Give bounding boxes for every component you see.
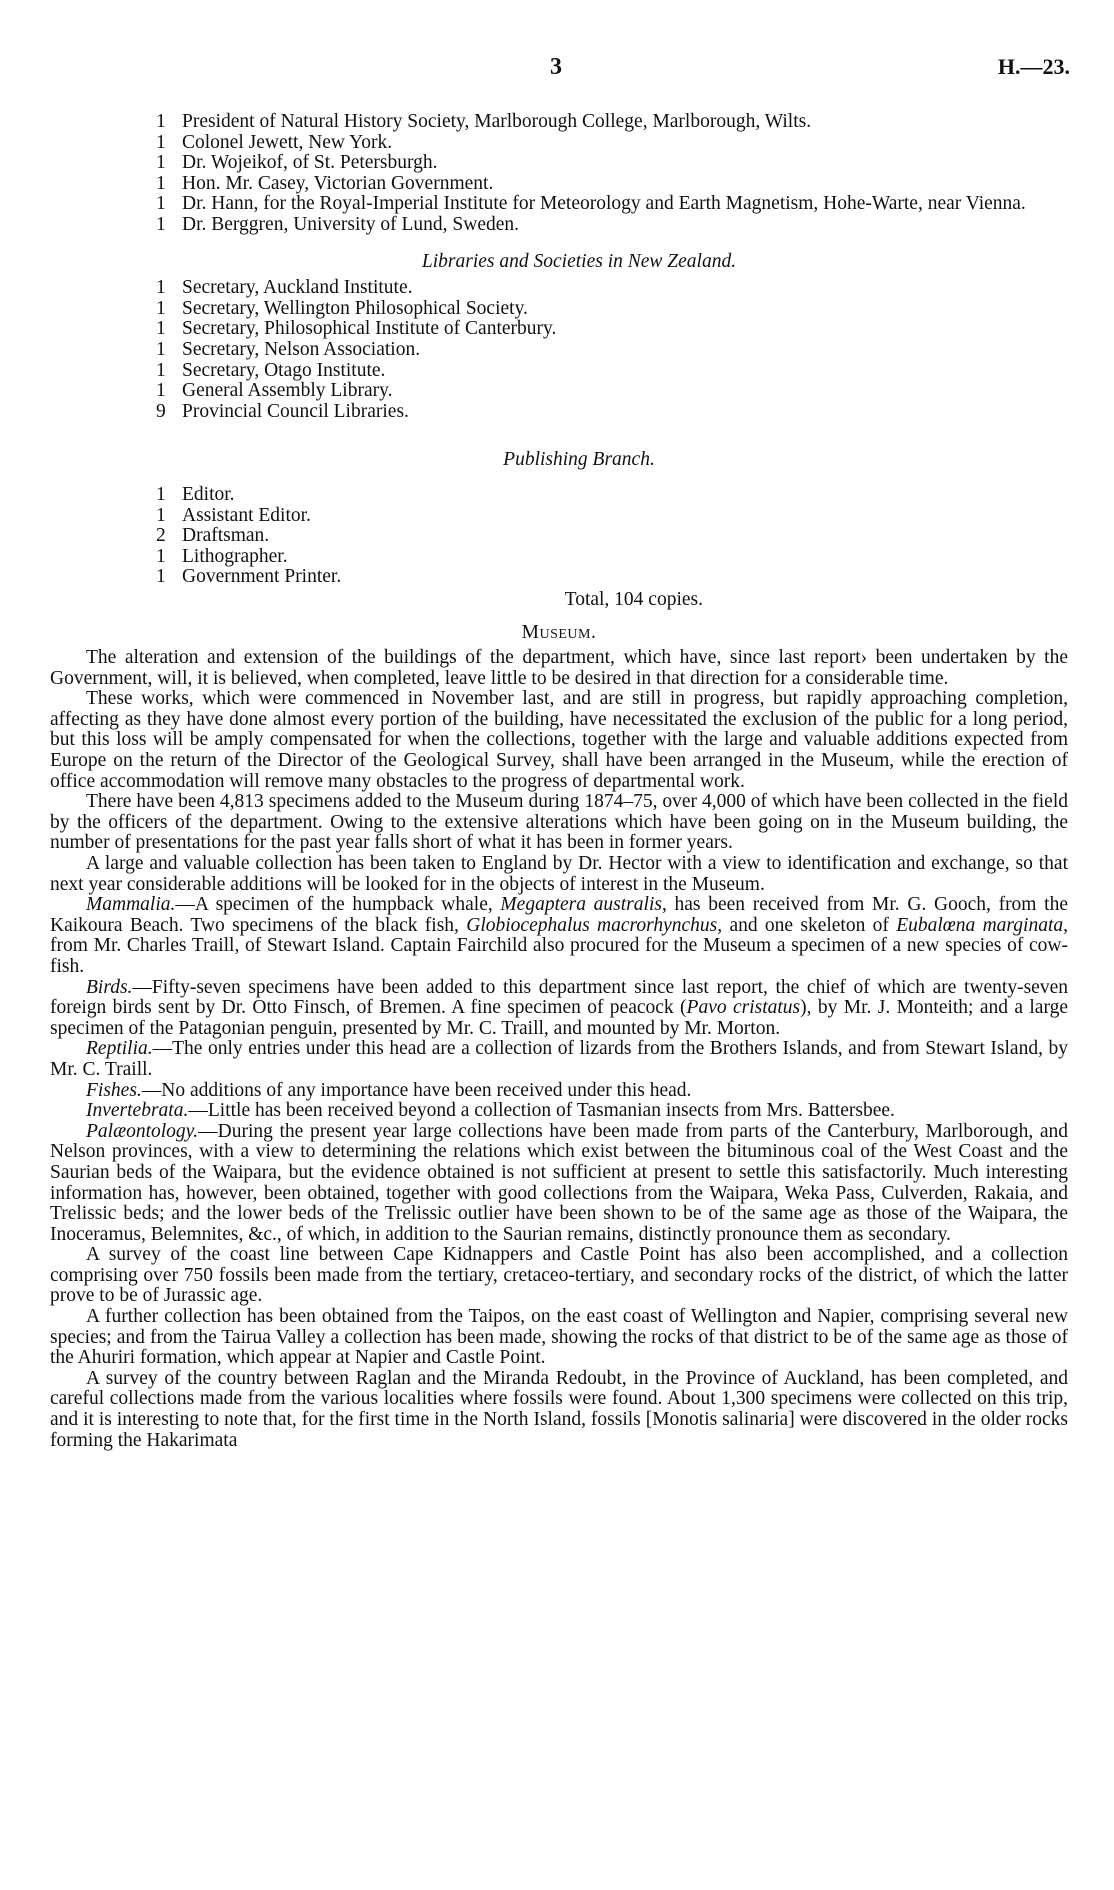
birds-paragraph	[50, 978, 1068, 1040]
copy-count: 2	[156, 525, 166, 547]
mammalia-heading: Mammalia.	[86, 894, 176, 916]
fishes-text: —No additions of any importance have been received under this head.	[141, 1079, 692, 1101]
recipient-name: Secretary, Auckland Institute.	[182, 277, 413, 299]
birds-text: —Fifty-seven specimens have been added to this department since last report, the chief of which are twenty-seven foreign birds sent by Dr. Otto Finsch, of Bremen. A fine specimen of peacock (	[50, 976, 1068, 1019]
copy-count: 1	[156, 131, 166, 153]
copy-count: 1	[156, 111, 166, 132]
copy-count: 1	[156, 338, 166, 360]
palaeontology-heading: Palæontology.	[86, 1120, 199, 1142]
list-item	[50, 567, 1068, 588]
copy-count: 1	[156, 152, 166, 174]
list-item	[50, 506, 1068, 527]
list-item	[50, 402, 1068, 423]
list-item	[50, 485, 1068, 506]
copy-count: 1	[156, 483, 166, 505]
copy-count: 1	[156, 359, 166, 381]
recipient-name: Dr. Hann, for the Royal-Imperial Institute for Meteorology and Earth Magnetism, Hohe-Warte, near Vienna.	[182, 193, 1026, 215]
list-item	[50, 194, 1068, 215]
list-item	[50, 319, 1068, 340]
copy-count: 1	[156, 193, 166, 215]
recipient-name: General Assembly Library.	[182, 380, 393, 402]
species-name: Megaptera australis	[500, 894, 662, 916]
list-item	[50, 526, 1068, 547]
recipient-name: Dr. Wojeikof, of St. Petersburgh.	[182, 152, 438, 174]
list-item	[50, 112, 1068, 133]
mammalia-paragraph	[50, 895, 1068, 977]
recipient-name: Editor.	[182, 483, 235, 505]
recipient-name: Government Printer.	[182, 566, 342, 588]
mammalia-text: , and one skeleton of	[717, 914, 897, 936]
museum-paragraph-specimens: There have been 4,813 specimens added to the Museum during 1874–75, over 4,000 of which have been collected in the field by the officers of the department. Owing to the extensive alterations which have been going on in the Museum building, the number of presentations for the past year falls short of what it has been in former years.	[50, 791, 1068, 854]
species-name: Eubalœna marginata	[896, 914, 1064, 936]
recipient-name: Provincial Council Libraries.	[182, 400, 409, 422]
mammalia-text: , from Mr. Charles Traill, of Stewart Island. Captain Fairchild also procured for the Museum a specimen of a new species of cow-fish.	[50, 914, 1068, 977]
page-number: 3	[550, 54, 562, 80]
fishes-heading: Fishes.	[86, 1079, 142, 1101]
palaeontology-text: —During the present year large collections have been made from parts of the Canterbury, Marlborough, and Nelson provinces, with a view to determining the relations which exist between the bituminous coal of the West Coast and the Saurian beds of the Waipara, but the evidence obtained is not sufficient at present to settle this satisfactorily. Much interesting information has, however, been obtained, together with good collections from the Waipara, Weka Pass, Culverden, Rakaia, and Trelissic beds; and the lower beds of the Trelissic outlier have been shown to be of the same age as those of the Waipara, the Inoceramus, Belemnites, &c., of which, in addition to the Saurian remains, distinctly pronounce them as secondary.	[50, 1120, 1068, 1245]
recipient-name: Draftsman.	[182, 525, 270, 547]
copy-count: 1	[156, 504, 166, 526]
recipient-name: Secretary, Philosophical Institute of Canterbury.	[182, 318, 557, 340]
birds-heading: Birds.	[86, 976, 133, 998]
reptilia-heading: Reptilia.	[86, 1038, 153, 1060]
raglan-survey-paragraph: A survey of the country between Raglan and the Miranda Redoubt, in the Province of Auckland, has been completed, and careful collections made from the various localities where fossils were found. About 1,300 specimens were collected on this trip, and it is interesting to note that, for the first time in the North Island, fossils [Monotis salinaria] were discovered in the older rocks forming the Hakarimata	[50, 1367, 1068, 1451]
page-header	[50, 54, 1070, 84]
total-copies: Total, 104 copies.	[564, 588, 703, 610]
reptilia-text: —The only entries under this head are a collection of lizards from the Brothers Islands, and from Stewart Island, by Mr. C. Traill.	[50, 1038, 1068, 1080]
recipient-name: Secretary, Otago Institute.	[182, 359, 386, 381]
species-name: Globiocephalus macrorhynchus	[466, 914, 718, 936]
copy-count: 1	[156, 297, 166, 319]
list-item	[50, 547, 1068, 568]
species-name: Pavo cristatus	[686, 997, 801, 1019]
mammalia-text: , has been received from Mr. G. Gooch, from the Kaikoura Beach. Two specimens of the black fish,	[50, 894, 1068, 936]
copy-count: 1	[156, 213, 166, 235]
birds-text: ), by Mr. J. Monteith; and a large specimen of the Patagonian penguin, presented by Mr. C. Traill, and mounted by Mr. Morton.	[50, 997, 1068, 1039]
recipient-name: Dr. Berggren, University of Lund, Sweden.	[182, 213, 520, 235]
further-collection-paragraph: A further collection has been obtained from the Taipos, on the east coast of Wellington and Napier, comprising several new species; and from the Tairua Valley a collection has been made, showing the rocks of that district to be of the same age as those of the Ahuriri formation, which appear at Napier and Castle Point.	[50, 1306, 1068, 1369]
recipient-name: Lithographer.	[182, 545, 288, 567]
list-item	[50, 153, 1068, 174]
copy-count: 1	[156, 566, 166, 588]
libraries-heading: Libraries and Societies in New Zealand.	[421, 250, 737, 272]
copy-count: 9	[156, 400, 166, 422]
palaeontology-paragraph	[50, 1122, 1068, 1246]
list-item	[50, 340, 1068, 361]
museum-paragraph-alterations: The alteration and extension of the buildings of the department, which have, since last report› been undertaken by the Government, will, it is believed, when completed, leave little to be desired in that direction for a considerable time.	[50, 647, 1068, 689]
list-item	[50, 278, 1068, 299]
museum-paragraph-collection: A large and valuable collection has been taken to England by Dr. Hector with a view to identification and exchange, so that next year considerable additions will be looked for in the objects of interest in the Museum.	[50, 853, 1068, 895]
recipient-name: Hon. Mr. Casey, Victorian Government.	[182, 172, 494, 194]
list-item	[50, 215, 1068, 236]
document-code: H.—23.	[997, 54, 1070, 79]
recipient-name: President of Natural History Society, Marlborough College, Marlborough, Wilts.	[182, 111, 812, 132]
museum-paragraph-works: These works, which were commenced in November last, and are still in progress, but rapidly approaching completion, affecting as they have done almost every portion of the building, have necessitated the exclusion of the public for a long period, but this loss will be amply compensated for when the collections, together with the large and valuable additions expected from Europe on the return of the Director of the Geological Survey, shall have been arranged in the Museum, while the erection of office accommodation will remove many obstacles to the progress of departmental work.	[50, 688, 1068, 792]
invertebrata-heading: Invertebrata.	[86, 1100, 189, 1122]
recipient-name: Secretary, Nelson Association.	[182, 338, 421, 360]
copy-count: 1	[156, 545, 166, 567]
mammalia-text: —A specimen of the humpback whale,	[175, 894, 501, 916]
list-item	[50, 133, 1068, 154]
list-item	[50, 361, 1068, 382]
copy-count: 1	[156, 318, 166, 340]
copy-count: 1	[156, 277, 166, 299]
recipient-name: Assistant Editor.	[182, 504, 311, 526]
fishes-paragraph	[50, 1081, 1068, 1102]
publishing-list	[50, 485, 1068, 588]
coast-survey-paragraph: A survey of the coast line between Cape Kidnappers and Castle Point has also been accomplished, and a collection comprising over 750 fossils been made from the tertiary, cretaceo-tertiary, and secondary rocks of the district, of which the latter prove to be of Jurassic age.	[50, 1244, 1068, 1307]
reptilia-paragraph	[50, 1039, 1068, 1080]
list-item	[50, 381, 1068, 402]
foreign-recipients-list	[50, 112, 1068, 236]
recipient-name: Secretary, Wellington Philosophical Society.	[182, 297, 528, 319]
libraries-list	[50, 278, 1068, 422]
museum-heading: Museum.	[521, 622, 597, 644]
copy-count: 1	[156, 172, 166, 194]
list-item	[50, 299, 1068, 320]
publishing-heading: Publishing Branch.	[503, 449, 655, 471]
invertebrata-text: —Little has been received beyond a collection of Tasmanian insects from Mrs. Battersbee.	[188, 1100, 895, 1122]
recipient-name: Colonel Jewett, New York.	[182, 131, 393, 153]
copy-count: 1	[156, 380, 166, 402]
list-item	[50, 174, 1068, 195]
document-body	[50, 112, 1068, 1451]
invertebrata-paragraph	[50, 1101, 1068, 1122]
